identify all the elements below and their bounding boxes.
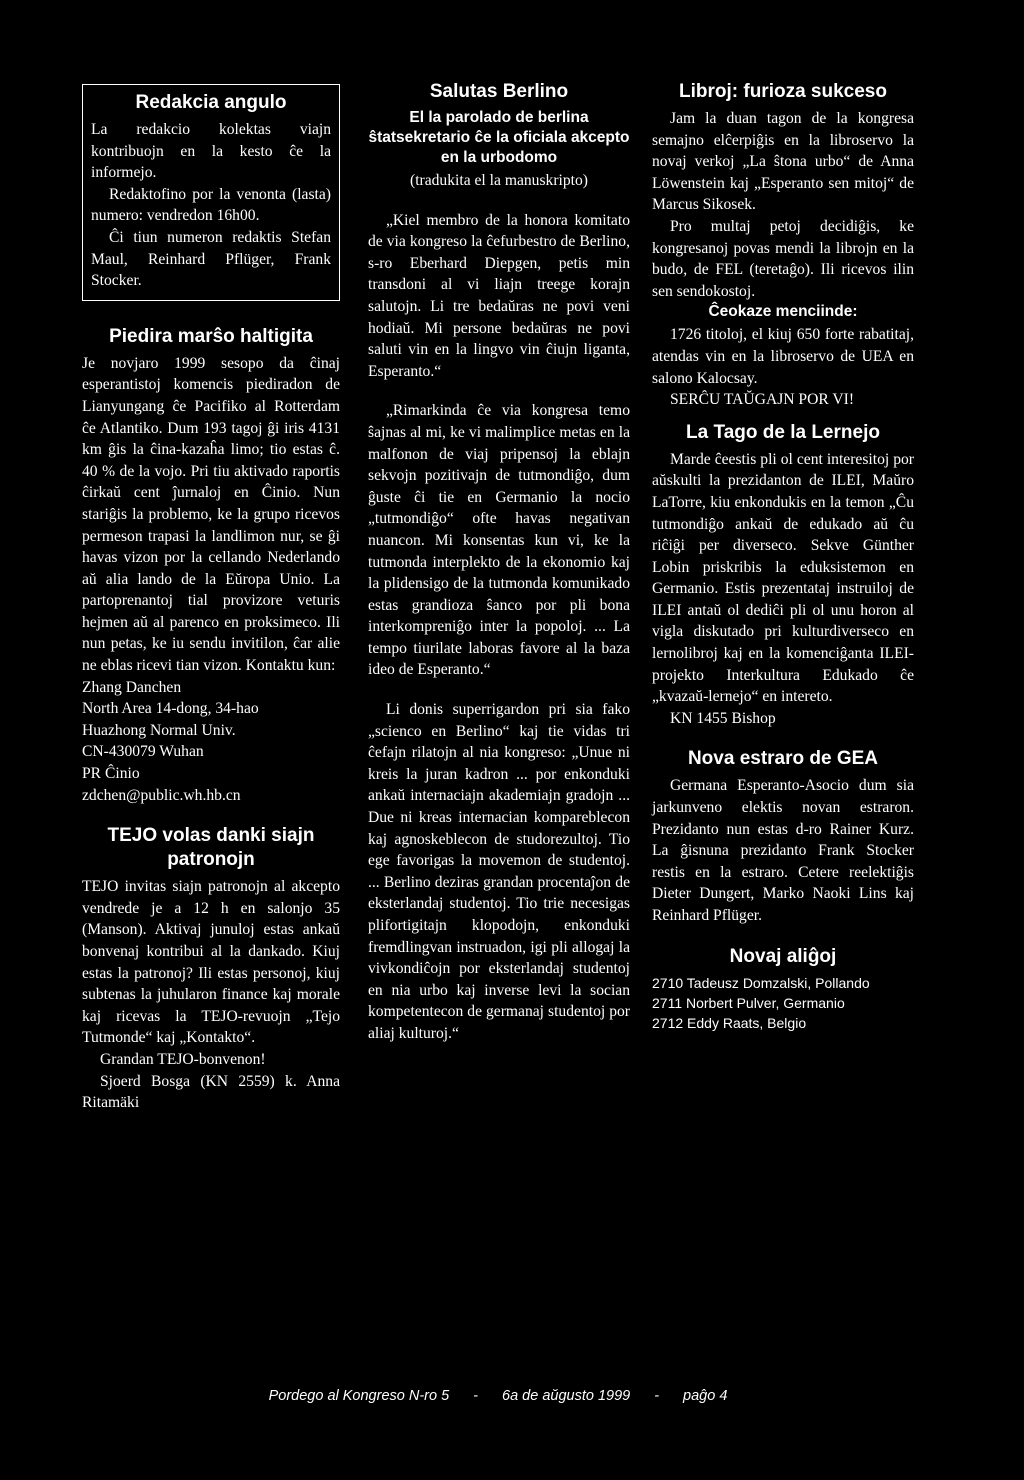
tejo-title: TEJO volas danki siajn patronojn [107, 825, 315, 871]
aligoj-list [652, 973, 914, 1033]
spacer [652, 411, 914, 421]
spacer [368, 192, 630, 210]
address-line: North Area 14-dong, 34-hao [82, 700, 259, 718]
piedira-title: Piedira marŝo haltigita [109, 325, 313, 347]
list-item: 2711 Norbert Pulver, Germanio [652, 994, 845, 1011]
libroj-subtitle: Ĉeokaze menciinde: [708, 303, 858, 321]
tago-p1: Marde ĉeestis pli ol cent interesitoj por aŭskulti la prezidanton de ILEI, Maŭro LaTorre, kiu enkondukis en la temon „Ĉu tutmondiĝo ankaŭ de edukado aŭ ĉu riĉiĝi per diverseco. Sekve Günther Lobin priskribis la eduksistemon en Germanio. Estis prezentataj instruiloj de ILEI antaŭ ol dediĉi pli ol unu horon al vigla diskutado pri kulturdiverseco en lernolibroj kaj en la komenciĝanta ILEI-projekto Interkultura Edukado ĉe „kvazaŭ-lernejo“ en intereto. [652, 450, 914, 706]
address-line: PR Ĉinio [82, 765, 140, 783]
tejo-p2: Grandan TEJO-bonvenon! [100, 1050, 266, 1068]
libroj-p2: Pro multaj petoj decidiĝis, ke kongresanoj povas mendi la librojn en la budo, de FEL (teretaĝo). Ili ricevos ilin sen sendokostoj. [652, 217, 914, 300]
page-footer [82, 1388, 914, 1404]
column-left [82, 80, 340, 1114]
salutas-p1: „Kiel membro de la honora komitato de via kongreso la ĉefurbestro de Berlino, s-ro Eberhard Diepgen, petis min transdoni al vi liajn treege korajn salutojn. Li tre bedaŭras ne povi veni hodiaŭ. Mi persone bedaŭras ne povi saluti vin en la lingvo vin ĉiujn liganta, Esperanto.“ [368, 211, 630, 380]
list-item: 2712 Eddy Raats, Belgio [652, 1014, 807, 1031]
salutas-title: Salutas Berlino [429, 81, 569, 102]
salutas-p3: Li donis superrigardon pri sia fako „scienco en Berlino“ kaj tie vidas tri ĉefajn rilatojn al nia kongreso: „Unue ni kreis la juran kadron ... por enkonduki ankaŭ internaciajn akademiajn gradojn ... Due ni kreas internacian kompareblecon kaj agnoskeblecon de studorezultoj. Tio ege favorigas la movemon de studentoj. ... Berlino deziras grandan procentaĵon de eksterlandaj studentoj. Tio trie necesigas plifortigitajn klopodojn, enkonduki fremdlingvan instruadon, igi pli allogaj la vivkondiĉojn por eksterlandaj studentoj en nia urbo kaj inverse levi la socian kompetentecon de germanaj studentoj por aliaj kulturoj.“ [368, 701, 630, 1042]
list-item: 2710 Tadeusz Domzalski, Pollando [652, 974, 870, 991]
address-line: CN-430079 Wuhan [82, 743, 204, 761]
footer-separator: - [473, 1388, 478, 1404]
estraro-p1: Germana Esperanto-Asocio dum sia jarkunveno elektis novan estraron. Prezidanto nun estas d-ro Rainer Kurz. La ĝisnuna prezidanto Frank Stocker restis en la estraro. Cetere reelektiĝis Dieter Dungert, Marko Naoki Lins kaj Reinhard Pflüger. [652, 777, 914, 924]
tago-signature: KN 1455 Bishop [670, 709, 776, 727]
redakcia-title: Redakcia angulo [135, 92, 287, 113]
spacer [652, 927, 914, 945]
tejo-signature: Sjoerd Bosga (KN 2559) k. Anna Ritamäki [82, 1072, 340, 1112]
salutas-p2: „Rimarkinda ĉe via kongresa temo ŝajnas al mi, ke vi malimplice metas en la malfonon de viaj pripensoj la eblajn sekvojn pozitivajn de tutmondiĝo, dum ĝuste ĉi tie en Germanio la nocio „tutmondiĝo“ ofte havas negativan nuancon. Mi konsentas kun vi, ke la tutmonda interplekto de la ekonomio kaj la plidensigo de la tutmonda komunikado estas grandioza ŝanco por pli bona interkompreniĝo inter la popoloj. ... La tempo tiurilate laboras favore al la baza ideo de Esperanto.“ [368, 402, 630, 679]
salutas-subtitle: El la parolado de berlina ŝtatsekretario ĉe la oficiala akcepto en la urbodomo [368, 109, 630, 166]
aligoj-title: Novaj aliĝoj [729, 945, 837, 967]
footer-separator: - [654, 1388, 660, 1404]
address-line: Zhang Danchen [82, 678, 182, 696]
salutas-note: (tradukita el la manuskripto) [410, 172, 588, 189]
address-line: Huazhong Normal Univ. [82, 721, 236, 739]
column-right [652, 80, 914, 1033]
piedira-p1: Je novjaro 1999 sesopo da ĉinaj esperantistoj komencis piediradon de Lianyungang ĉe Pacifiko al Rotterdam ĉe Atlantiko. Dum 193 tagoj ĝi iris 4131 km ĝis la ĉina-kazaĥa limo; tio estas ĉ. 40 % de la vojo. Pri tiu aktivado raportis ĉirkaŭ cent ĵurnaloj en Ĉinio. Nun stariĝis la problemo, ke la grupo ricevos permeson trapasi la landlimon nur, se ĝi havas vizon por la cellando Nederlando aŭ alia lando de la Eŭropa Unio. La partoprenantoj tial provizore veturis hejmen aŭ al parenco en proksimeco. Ili nun petas, ke iu sendu invitilon, ĉar alie ne eblas ricevi tian vizon. Kontaktu kun: [82, 354, 340, 675]
spacer [652, 729, 914, 747]
spacer [368, 382, 630, 400]
column-middle [368, 80, 630, 1045]
tago-title: La Tago de la Lernejo [686, 421, 880, 443]
redakcia-p2: Redaktofino por la venonta (lasta) numero: vendredon 16h00. [91, 185, 331, 225]
footer-publication: Pordego al Kongreso N-ro 5 [268, 1388, 450, 1404]
piedira-address [82, 677, 340, 807]
libroj-p4: SERĈU TAŬGAJN POR VI! [670, 391, 855, 409]
redakcia-p1: La redakcio kolektas viajn kontribuojn en la kesto ĉe la informejo. [91, 121, 331, 182]
footer-page-number: paĝo 4 [683, 1388, 728, 1404]
spacer [368, 681, 630, 699]
libroj-title: Libroj: furioza sukceso [679, 81, 887, 102]
redakcia-p3: Ĉi tiun numeron redaktis Stefan Maul, Reinhard Pflüger, Frank Stocker. [91, 228, 331, 290]
redakcia-box [82, 84, 340, 301]
libroj-p1: Jam la duan tagon de la kongresa semajno elĉerpiĝis en la libroservo la novaj verkoj „La ŝtona urbo“ de Anna Löwenstein kaj „Esperanto sen mitoj“ de Marcus Sikosek. [652, 110, 914, 214]
footer-date: 6a de aŭgusto 1999 [502, 1388, 631, 1404]
libroj-p3: 1726 titoloj, el kiuj 650 forte rabatitaj, atendas vin en la libroservo de UEA en salono Kalocsay. [652, 326, 914, 387]
spacer [82, 806, 340, 824]
estraro-title: Nova estraro de GEA [687, 748, 879, 770]
address-email: zdchen@public.wh.hb.cn [82, 786, 241, 804]
tejo-p1: TEJO invitas siajn patronojn al akcepto vendrede je a 12 h en salonjo 35 (Manson). Aktivaj junuloj estas ankaŭ bonvenaj kontribui al la dankado. Kiuj estas la patronoj? Ili estas personoj, kiuj subtenas la juhularon finance kaj morale kaj ricevas la TEJO-revuojn „Tejo Tutmonde“ kaj „Kontakto“. [82, 878, 340, 1047]
